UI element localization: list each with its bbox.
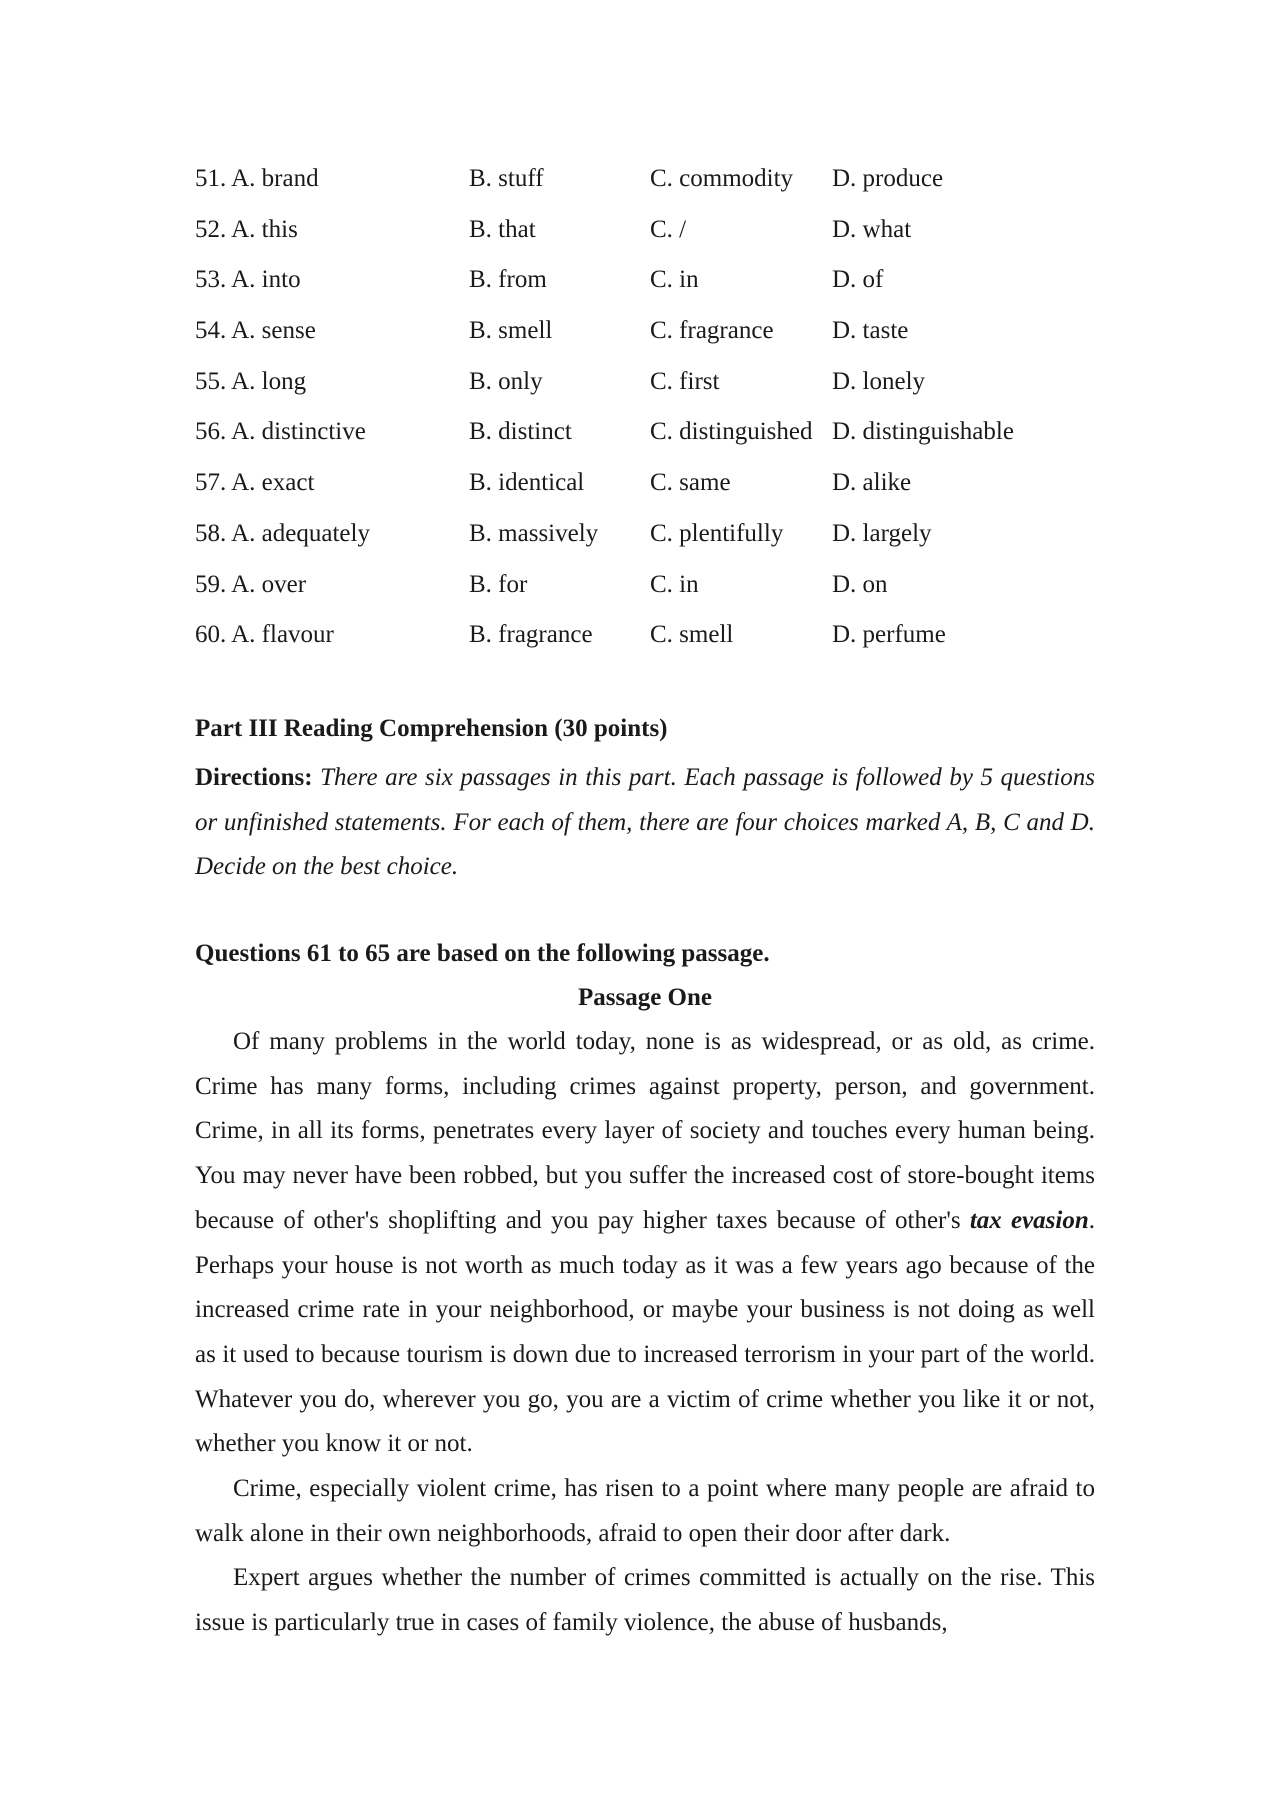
option-c: C. commodity [650, 165, 794, 192]
option-d: D. distinguishable [832, 418, 1014, 446]
option-d: D. alike [832, 469, 912, 497]
option-b: B. that [469, 215, 536, 243]
option-d: D. of [832, 266, 884, 294]
option-c: C. fragrance [650, 317, 774, 345]
directions-text: There are six passages in this part. Each passage is followed by 5 questions or unfinished statements. For each of them, there are four choices marked A, B, C and D. Decide on the best choice. [195, 764, 1095, 881]
option-d: D. largely [832, 519, 932, 547]
option-d: D. what [832, 215, 912, 243]
option-row-53 [195, 265, 1095, 316]
option-d: D. perfume [832, 621, 946, 649]
option-a: 55. A. long [195, 367, 307, 395]
option-row-59 [195, 570, 1095, 621]
option-c: C. same [650, 469, 731, 497]
paragraph-text: . Perhaps your house is not worth as much today as it was a few years ago because of the increased crime rate in your neighborhood, or maybe your business is not doing as well as it used to because tourism is down due to increased terrorism in your part of the world. Whatever you do, wherever you go, you are a victim of crime whether you like it or not, whether you know it or not. [195, 1206, 1096, 1458]
option-c: C. / [650, 215, 687, 243]
option-b: B. stuff [469, 165, 544, 192]
directions-label: Directions: [195, 764, 313, 791]
emphasized-term: tax evasion [969, 1206, 1089, 1234]
option-b: B. identical [469, 469, 585, 497]
option-c: C. smell [650, 621, 734, 649]
option-row-60 [195, 620, 1095, 671]
option-b: B. distinct [469, 418, 572, 446]
option-c: C. in [650, 570, 699, 598]
option-row-57 [195, 468, 1095, 519]
option-a: 59. A. over [195, 570, 307, 598]
option-a: 60. A. flavour [195, 621, 334, 649]
option-d: D. lonely [832, 367, 926, 395]
option-row-58 [195, 519, 1095, 570]
option-a: 53. A. into [195, 266, 301, 294]
option-a: 57. A. exact [195, 469, 315, 497]
passage-title: Passage One [577, 984, 713, 1011]
option-a: 58. A. adequately [195, 519, 370, 547]
option-b: B. for [469, 570, 528, 598]
passage-body [195, 1020, 1095, 1646]
directions-block [195, 756, 1095, 890]
option-d: D. taste [832, 317, 909, 345]
passage-paragraph-2: Crime, especially violent crime, has risen to a point where many people are afraid to walk alone in their own neighborhoods, afraid to open their door after dark. [195, 1475, 1095, 1547]
option-c: C. first [650, 367, 720, 395]
option-c: C. distinguished [650, 418, 813, 446]
option-d: D. produce [832, 165, 944, 192]
option-row-55 [195, 367, 1095, 418]
option-a: 52. A. this [195, 215, 298, 243]
option-row-52 [195, 215, 1095, 266]
option-row-54 [195, 316, 1095, 367]
option-a: 56. A. distinctive [195, 418, 366, 446]
passage-paragraph-1 [195, 1020, 1095, 1467]
part-title: Part III Reading Comprehension (30 points) [195, 715, 668, 742]
questions-heading: Questions 61 to 65 are based on the following passage. [195, 940, 770, 967]
answer-options-table [195, 164, 1095, 671]
option-row-56 [195, 417, 1095, 468]
option-b: B. from [469, 266, 547, 294]
option-b: B. smell [469, 317, 553, 345]
option-b: B. fragrance [469, 621, 593, 649]
option-c: C. plentifully [650, 519, 784, 547]
paragraph-text: Of many problems in the world today, none is as widespread, or as old, as crime. Crime has many forms, including crimes against property, person, and government. Crime, in all its forms, penetrates every layer of society and touches every human being. You may never have been robbed, but you suffer the increased cost of store-bought items because of other's shoplifting and you pay higher taxes because of other's [195, 1028, 1095, 1234]
option-c: C. in [650, 266, 699, 294]
passage-paragraph-3: Expert argues whether the number of crimes committed is actually on the rise. This issue is particularly true in cases of family violence, the abuse of husbands, [195, 1564, 1095, 1637]
option-b: B. massively [469, 519, 599, 547]
option-row-51 [195, 164, 1095, 215]
option-a: 51. A. brand [195, 165, 319, 192]
option-b: B. only [469, 367, 543, 395]
option-a: 54. A. sense [195, 317, 316, 345]
option-d: D. on [832, 570, 888, 598]
